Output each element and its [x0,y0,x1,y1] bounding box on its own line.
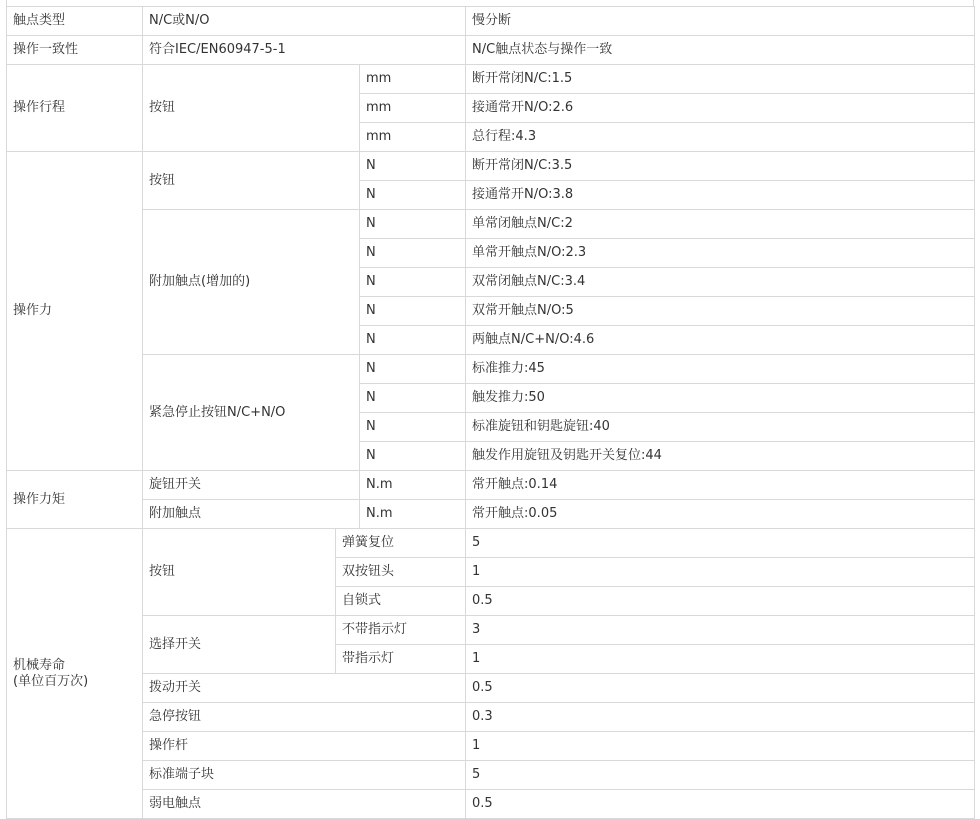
value-cell: 标准旋钮和钥匙旋钮:40 [466,413,975,442]
value-cell: 1 [466,645,975,674]
table-row [7,790,975,819]
row-label: 操作一致性 [7,36,143,65]
spec-table [6,6,975,819]
group-label: 按钮 [143,65,360,152]
sub-label: 弹簧复位 [336,529,466,558]
unit-cell: N [360,297,466,326]
unit-cell: mm [360,65,466,94]
row-value: 符合IEC/EN60947-5-1 [143,36,466,65]
value-cell: 双常闭触点N/C:3.4 [466,268,975,297]
unit-cell: N.m [360,500,466,529]
value-cell: 触发推力:50 [466,384,975,413]
value-cell: 5 [466,761,975,790]
section-label: 操作力 [7,152,143,471]
unit-cell: N [360,268,466,297]
value-cell: 1 [466,732,975,761]
value-cell: 双常开触点N/O:5 [466,297,975,326]
table-row [7,674,975,703]
section-label-line1: 机械寿命 [13,657,66,673]
unit-cell: mm [360,94,466,123]
table-row [7,616,975,645]
unit-cell: N [360,181,466,210]
group-label: 附加触点 [143,500,360,529]
table-row [7,761,975,790]
value-cell: 常开触点:0.14 [466,471,975,500]
value-cell: 1 [466,558,975,587]
unit-cell: N [360,355,466,384]
group-label: 附加触点(增加的) [143,210,360,355]
value-cell: 0.5 [466,674,975,703]
group-label: 急停按钮 [143,703,466,732]
sub-label: 不带指示灯 [336,616,466,645]
unit-cell: N [360,326,466,355]
value-cell: 3 [466,616,975,645]
value-cell: 5 [466,529,975,558]
row-label: 触点类型 [7,7,143,36]
group-label: 弱电触点 [143,790,466,819]
value-cell: 0.5 [466,790,975,819]
value-cell: 两触点N/C+N/O:4.6 [466,326,975,355]
sub-label: 双按钮头 [336,558,466,587]
group-label: 按钮 [143,529,336,616]
unit-cell: N [360,384,466,413]
sub-label: 自锁式 [336,587,466,616]
value-cell: 断开常闭N/C:3.5 [466,152,975,181]
unit-cell: mm [360,123,466,152]
unit-cell: N [360,210,466,239]
value-cell: 0.5 [466,587,975,616]
value-cell: 常开触点:0.05 [466,500,975,529]
unit-cell: N.m [360,471,466,500]
value-cell: 触发作用旋钮及钥匙开关复位:44 [466,442,975,471]
section-label [7,529,143,819]
row-note: N/C触点状态与操作一致 [466,36,975,65]
value-cell: 接通常开N/O:2.6 [466,94,975,123]
value-cell: 单常闭触点N/C:2 [466,210,975,239]
unit-cell: N [360,413,466,442]
unit-cell: N [360,442,466,471]
group-label: 旋钮开关 [143,471,360,500]
table-row [7,703,975,732]
group-label: 标准端子块 [143,761,466,790]
value-cell: 接通常开N/O:3.8 [466,181,975,210]
table-row [7,500,975,529]
table-row [7,732,975,761]
value-cell: 标准推力:45 [466,355,975,384]
row-value: N/C或N/O [143,7,466,36]
value-cell: 0.3 [466,703,975,732]
table-row [7,7,975,36]
value-cell: 总行程:4.3 [466,123,975,152]
section-label: 操作力矩 [7,471,143,529]
value-cell: 断开常闭N/C:1.5 [466,65,975,94]
unit-cell: N [360,239,466,268]
table-row [7,65,975,94]
table-row [7,471,975,500]
group-label: 操作杆 [143,732,466,761]
row-note: 慢分断 [466,7,975,36]
section-label: 操作行程 [7,65,143,152]
group-label: 按钮 [143,152,360,210]
table-row [7,152,975,181]
table-row [7,36,975,65]
group-label: 拨动开关 [143,674,466,703]
table-row [7,355,975,384]
value-cell: 单常开触点N/O:2.3 [466,239,975,268]
table-row [7,529,975,558]
sub-label: 带指示灯 [336,645,466,674]
table-row [7,210,975,239]
group-label: 紧急停止按钮N/C+N/O [143,355,360,471]
section-label-line2: (单位百万次) [13,673,89,689]
group-label: 选择开关 [143,616,336,674]
unit-cell: N [360,152,466,181]
